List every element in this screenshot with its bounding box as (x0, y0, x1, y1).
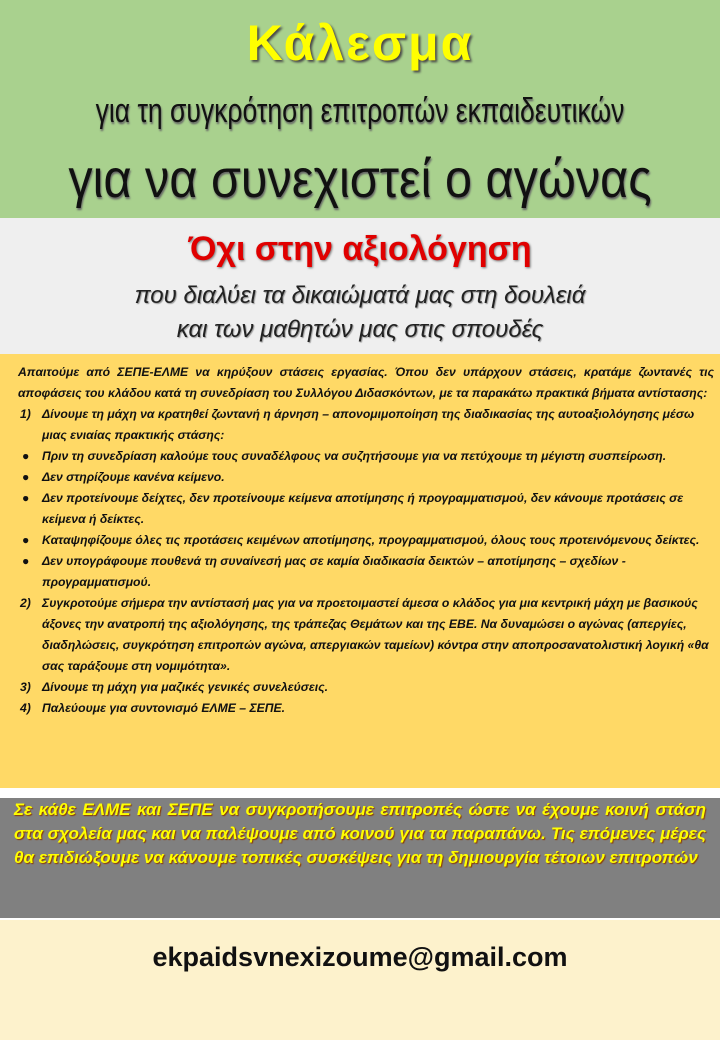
list-item (18, 530, 714, 551)
slogan-line-1: που διαλύει τα δικαιώματά μας στη δουλειά (134, 282, 586, 309)
list-item-text: Πριν τη συνεδρίαση καλούμε τους συναδέλφους να συζητήσουμε για να πετύχουμε τη μέγιστη συσπείρωση. (42, 449, 667, 463)
poster-title: Κάλεσμα (246, 15, 474, 71)
poster-subtitle: για τη συγκρότηση επιτροπών εκπαιδευτικών (95, 92, 625, 130)
list-item-text: Δεν στηρίζουμε κανένα κείμενο. (42, 470, 225, 484)
demands-list (18, 404, 714, 719)
demands-section (0, 354, 720, 788)
slogan-section (0, 218, 720, 354)
bullet-icon: ● (22, 554, 30, 568)
slogan-title: Όχι στην αξιολόγηση (188, 230, 532, 268)
list-item-text: Δεν υπογράφουμε πουθενά τη συναίνεσή μας σε καμία διαδικασία δεικτών – αποτίμησης – σχεδίων - προγραμματισμού. (42, 554, 626, 589)
demands-intro: Απαιτούμε από ΣΕΠΕ-ΕΛΜΕ να κηρύξουν στάσεις εργασίας. Όπου δεν υπάρχουν στάσεις, κρατάμε ζωντανές τις αποφάσεις του κλάδου κατά τη συνεδρίαση του Συλλόγου Διδασκόντων, με τα παρακάτω πρακτικά βήματα αντίστασης: (18, 365, 714, 400)
list-item (18, 551, 714, 593)
list-marker: 3) (20, 680, 31, 694)
list-marker: 1) (20, 407, 31, 421)
contact-email: ekpaidsvnexizoume@gmail.com (152, 942, 568, 972)
bullet-icon: ● (22, 449, 30, 463)
list-item-text: Καταψηφίζουμε όλες τις προτάσεις κειμένων αποτίμησης, προγραμματισμού, όλους τους προτεινόμενους δείκτες. (42, 533, 700, 547)
bullet-icon: ● (22, 470, 30, 484)
header-section (0, 0, 720, 218)
list-item (18, 698, 714, 719)
list-marker: 4) (20, 701, 31, 715)
list-item (18, 593, 714, 677)
list-item (18, 677, 714, 698)
list-item (18, 467, 714, 488)
list-item-text: Δίνουμε τη μάχη για μαζικές γενικές συνελεύσεις. (42, 680, 328, 694)
list-item-text: Συγκροτούμε σήμερα την αντίστασή μας για να προετοιμαστεί άμεσα ο κλάδος για μια κεντρική μάχη με βασικούς άξονες την ανατροπή της αξιολόγησης, της τράπεζας Θεμάτων και της ΕΒΕ. Να δυναμώσει ο αγώνας (απεργίες, διαδηλώσεις, συγκρότηση επιτροπών αγώνα, απεργιακών ταμείων) κόντρα στην αποπροσανατολιστική λογική «θα σας ταράξουμε στη νομιμότητα». (42, 596, 709, 673)
bullet-icon: ● (22, 491, 30, 505)
list-item (18, 488, 714, 530)
list-item-text: Δεν προτείνουμε δείχτες, δεν προτείνουμε κείμενα αποτίμησης ή προγραμματισμού, δεν κάνουμε προτάσεις σε κείμενα ή δείκτες. (42, 491, 684, 526)
call-to-action-text: Σε κάθε ΕΛΜΕ και ΣΕΠΕ να συγκροτήσουμε επιτροπές ώστε να έχουμε κοινή στάση στα σχολεία μας και να παλέψουμε από κοινού για τα παραπάνω. Τις επόμενες μέρες θα επιδιώξουμε να κάνουμε τοπικές συσκέψεις για τη δημιουργία τέτοιων επιτροπών (14, 800, 706, 867)
footer-section (0, 920, 720, 1040)
list-item (18, 446, 714, 467)
call-to-action-section (0, 798, 720, 918)
list-item-text: Παλεύουμε για συντονισμό ΕΛΜΕ – ΣΕΠΕ. (42, 701, 286, 715)
slogan-line-2: και των μαθητών μας στις σπουδές (176, 316, 544, 343)
list-marker: 2) (20, 596, 31, 610)
list-item (18, 404, 714, 446)
poster-tagline: για να συνεχιστεί ο αγώνας (68, 149, 652, 209)
list-item-text: Δίνουμε τη μάχη να κρατηθεί ζωντανή η άρνηση – απονομιμοποίηση της διαδικασίας της αυτοαξιολόγησης μέσω μιας ενιαίας πρακτικής στάσης: (42, 407, 695, 442)
bullet-icon: ● (22, 533, 30, 547)
